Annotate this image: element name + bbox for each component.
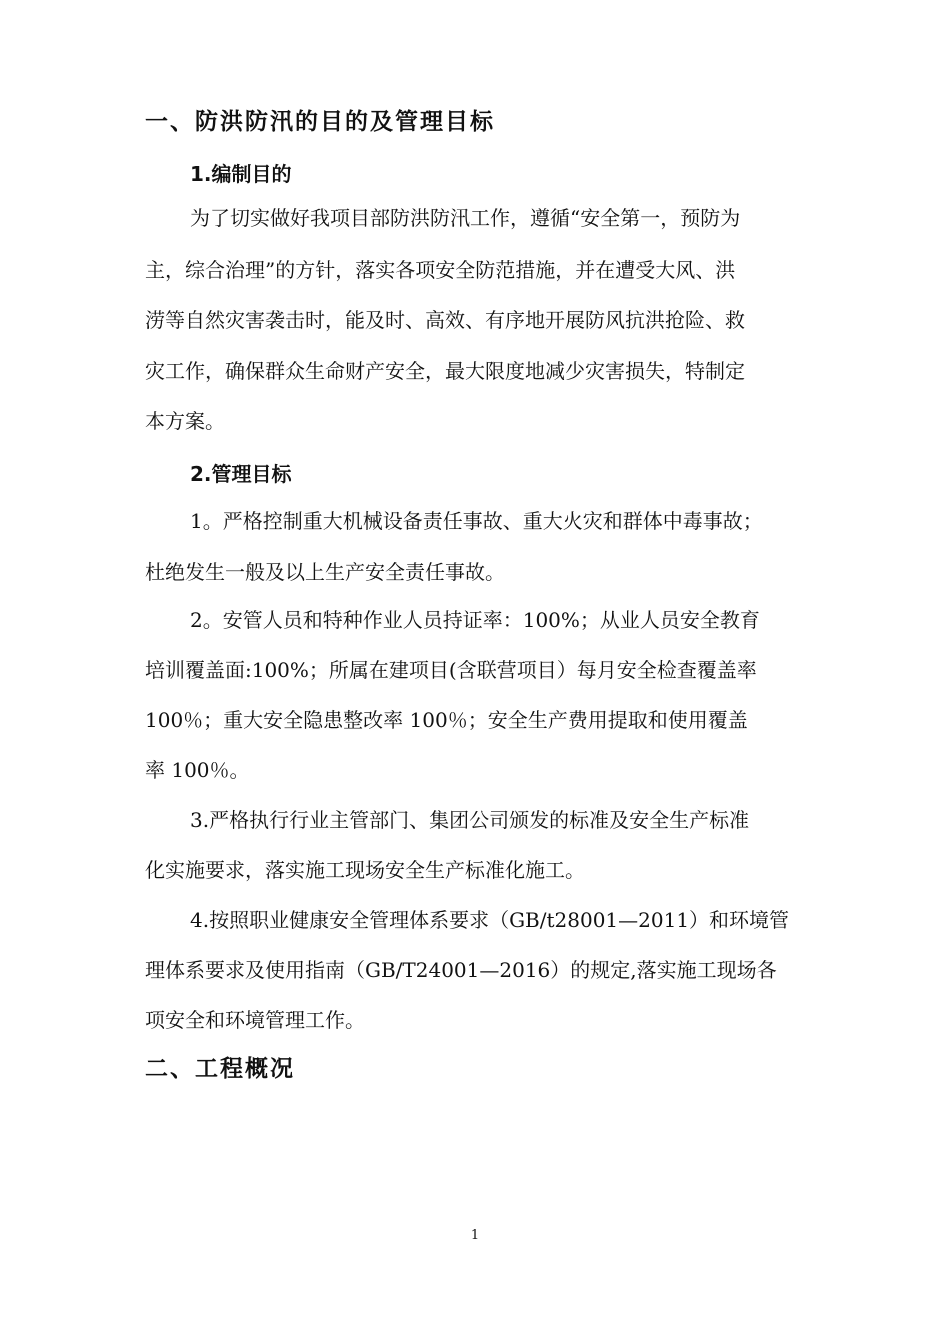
goal-line: 4.按照职业健康安全管理体系要求（GB/t28001—2011）和环境管 [190, 908, 790, 932]
purpose-line: 主，综合治理”的方针，落实各项安全防范措施，并在遭受大风、洪 [145, 258, 736, 282]
goal-line: 率 100％。 [145, 758, 250, 782]
purpose-line: 涝等自然灾害袭击时，能及时、高效、有序地开展防风抗洪抢险、救 [145, 308, 745, 332]
subheading-purpose: 1.编制目的 [190, 162, 292, 186]
goal-line: 项安全和环境管理工作。 [145, 1008, 365, 1032]
goal-line: 3.严格执行行业主管部门、集团公司颁发的标准及安全生产标准 [190, 808, 750, 832]
subheading-goals: 2.管理目标 [190, 462, 292, 486]
goal-line: 培训覆盖面:100%；所属在建项目(含联营项目）每月安全检查覆盖率 [145, 658, 757, 682]
goal-line: 1。严格控制重大机械设备责任事故、重大火灾和群体中毒事故； [190, 509, 763, 533]
purpose-line: 本方案。 [145, 409, 225, 433]
purpose-line: 为了切实做好我项目部防洪防汛工作，遵循“安全第一，预防为 [190, 206, 741, 230]
purpose-line: 灾工作，确保群众生命财产安全，最大限度地减少灾害损失，特制定 [145, 359, 745, 383]
section-heading-2: 二、工程概况 [145, 1056, 295, 1082]
goal-line: 化实施要求，落实施工现场安全生产标准化施工。 [145, 858, 585, 882]
goal-line: 2。安管人员和特种作业人员持证率：100%；从业人员安全教育 [190, 608, 760, 632]
section-heading-1: 一、防洪防汛的目的及管理目标 [145, 109, 495, 135]
goal-line: 理体系要求及使用指南（GB/T24001—2016）的规定,落实施工现场各 [145, 958, 777, 982]
page-number: 1 [470, 1228, 480, 1243]
goal-line: 100％；重大安全隐患整改率 100％；安全生产费用提取和使用覆盖 [145, 708, 748, 732]
goal-line: 杜绝发生一般及以上生产安全责任事故。 [145, 560, 505, 584]
